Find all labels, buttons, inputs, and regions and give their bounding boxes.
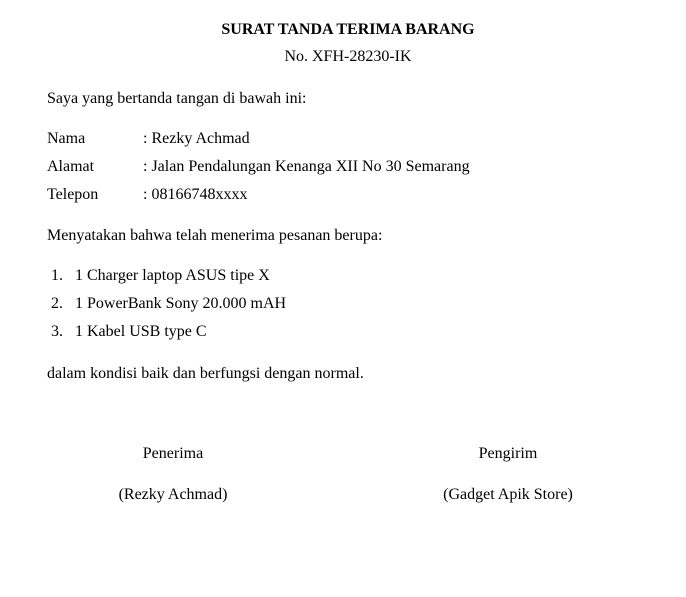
sender-role: Pengirim [478,445,538,462]
field-value-alamat: : Jalan Pendalungan Kenanga XII No 30 Semarang [143,158,470,175]
field-value-nama: : Rezky Achmad [143,130,250,147]
list-item-number: 2. [51,295,63,312]
document-number: No. XFH-28230-IK [284,48,412,65]
list-item: 1 Kabel USB type C [75,323,207,340]
document-title: SURAT TANDA TERIMA BARANG [221,21,475,38]
receiver-name: (Rezky Achmad) [118,486,228,503]
receiver-role: Penerima [142,445,204,462]
field-label-nama: Nama [47,130,86,147]
list-item: 1 PowerBank Sony 20.000 mAH [75,295,287,312]
closing-text: dalam kondisi baik dan berfungsi dengan normal. [47,365,364,382]
field-label-alamat: Alamat [47,158,95,175]
statement-text: Menyatakan bahwa telah menerima pesanan berupa: [47,227,383,244]
field-label-telepon: Telepon [47,186,99,203]
sender-name: (Gadget Apik Store) [443,486,573,503]
intro-text: Saya yang bertanda tangan di bawah ini: [47,90,307,107]
list-item: 1 Charger laptop ASUS tipe X [75,267,270,284]
list-item-number: 1. [51,267,63,284]
list-item-number: 3. [51,323,63,340]
field-value-telepon: : 08166748xxxx [143,186,248,203]
